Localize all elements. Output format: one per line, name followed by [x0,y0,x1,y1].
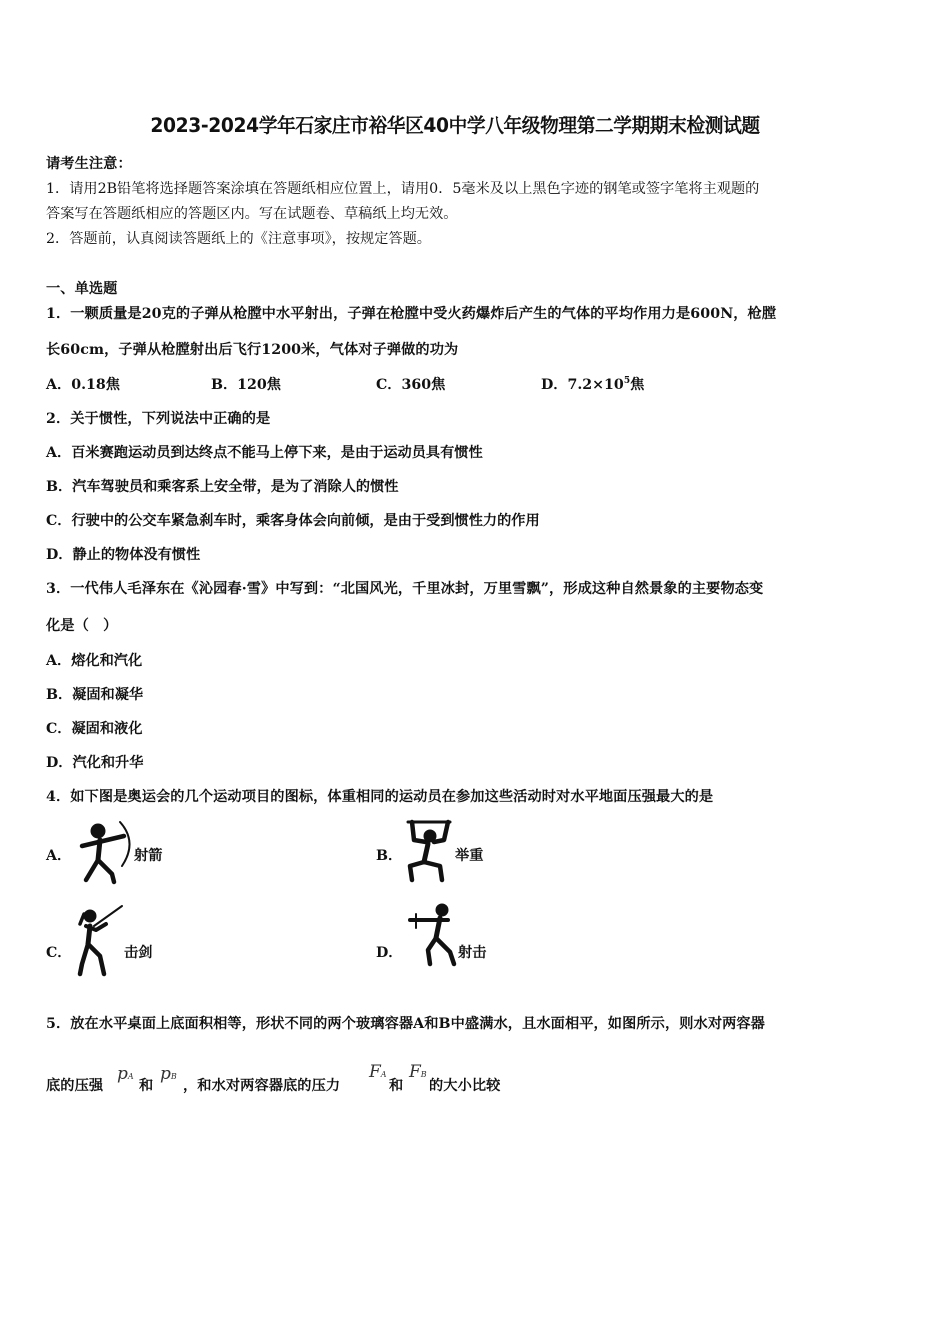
notice-line-1b: 答案写在答题纸相应的答题区内。写在试题卷、草稿纸上均无效。 [46,206,458,222]
notice-line-1a: 1．请用2B铅笔将选择题答案涂填在答题纸相应位置上，请用0．5毫米及以上黑色字迹的钢笔或签字笔将主观题的 [46,181,760,197]
shooting-icon [406,900,462,970]
q1-line-2: 长60cm，子弹从枪膛射出后飞行1200米，气体对子弹做的功为 [46,342,459,358]
weightlifting-icon [402,816,458,886]
symbol-fb: FB [409,1062,427,1082]
q1-option-c: C．360焦 [376,377,446,393]
q2-option-d: D．静止的物体没有惯性 [46,547,201,563]
q5-and-1: 和 [139,1078,154,1094]
q1-option-b: B．120焦 [211,377,281,393]
q5-line-2-middle: ，和水对两容器底的压力 [183,1078,341,1094]
symbol-pa: pA [117,1064,134,1084]
q3-option-d: D．汽化和升华 [46,755,144,771]
q4-option-c-letter: C． [46,945,72,961]
q4-stem: 4．如下图是奥运会的几个运动项目的图标，体重相同的运动员在参加这些活动时对水平地面压强最大的是 [46,789,714,805]
q3-line-2: 化是（ ） [46,618,118,634]
q4-option-d-letter: D． [376,945,403,961]
q2-stem: 2．关于惯性，下列说法中正确的是 [46,411,271,427]
q3-option-a: A．熔化和汽化 [46,653,143,669]
page-title: 2023-2024学年石家庄市裕华区40中学八年级物理第二学期期末检测试题 [150,114,760,137]
archery-icon [78,818,134,886]
q1-option-d: D．$7.2\times 10^5$焦 [541,376,645,393]
q5-line-1: 5．放在水平桌面上底面积相等，形状不同的两个玻璃容器A和B中盛满水，且水面相平，如图所示，则水对两容器 [46,1016,765,1032]
notice-line-2: 2．答题前，认真阅读答题纸上的《注意事项》，按规定答题。 [46,231,431,247]
q3-option-c: C．凝固和液化 [46,721,143,737]
symbol-pb: pB [160,1064,177,1084]
q3-line-1: 3．一代伟人毛泽东在《沁园春·雪》中写到：“北国风光，千里冰封，万里雪飘”，形成这种自然景象的主要物态变 [46,581,764,597]
q4-option-c-label: 击剑 [124,945,153,961]
q4-option-d-label: 射击 [458,945,487,961]
q5-line-2-end: 的大小比较 [429,1078,501,1094]
q1-option-a: A．0.18焦 [46,377,120,393]
q1-line-1: 1．一颗质量是20克的子弹从枪膛中水平射出，子弹在枪膛中受火药爆炸后产生的气体的平均作用力是600N，枪膛 [46,306,777,322]
fencing-icon [74,904,130,978]
q2-option-c: C．行驶中的公交车紧急刹车时，乘客身体会向前倾，是由于受到惯性力的作用 [46,513,540,529]
symbol-fa: FA [369,1062,387,1082]
q4-option-b-letter: B． [376,848,403,864]
notice-heading: 请考生注意： [46,156,132,172]
section-heading: 一、单选题 [46,281,118,297]
q5-and-2: 和 [389,1078,404,1094]
q4-option-a-letter: A． [46,848,72,864]
q2-option-b: B．汽车驾驶员和乘客系上安全带，是为了消除人的惯性 [46,479,399,495]
q2-option-a: A．百米赛跑运动员到达终点不能马上停下来，是由于运动员具有惯性 [46,445,483,461]
q5-line-2-start: 底的压强 [46,1078,104,1094]
q4-option-a-label: 射箭 [134,848,163,864]
q3-option-b: B．凝固和凝华 [46,687,144,703]
q4-option-b-label: 举重 [455,848,484,864]
